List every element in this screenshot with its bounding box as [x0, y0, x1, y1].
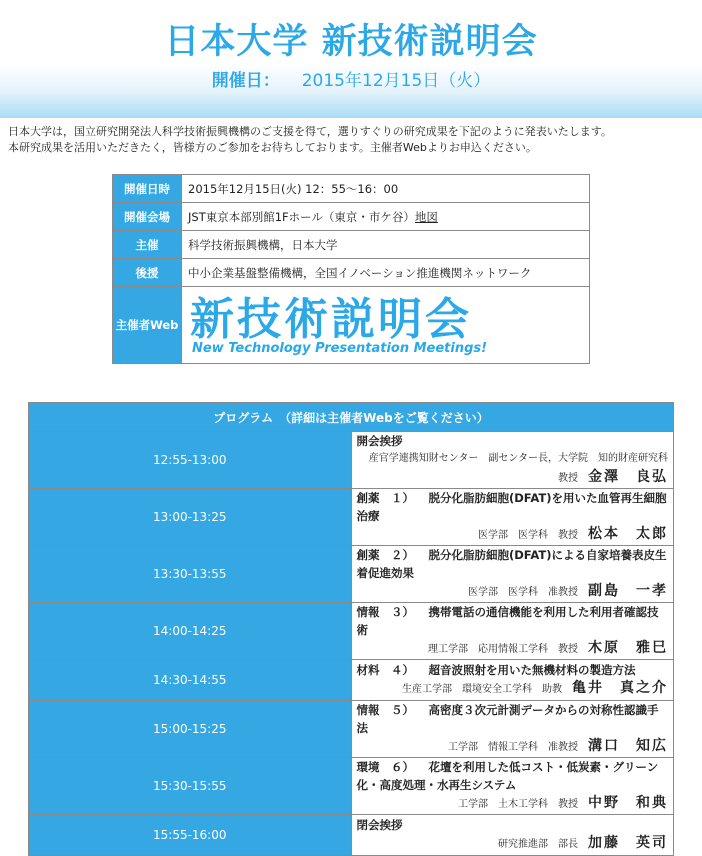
info-value: 中小企業基盤整備機構，全国イノベーション推進機関ネットワーク: [182, 259, 590, 287]
organizer-web-link[interactable]: [182, 287, 590, 364]
web-logo[interactable]: 新技術説明会: [190, 293, 472, 345]
speaker-line: [357, 450, 678, 488]
program-time: 12:55-13:00: [29, 432, 352, 489]
session-title-line: [357, 489, 669, 525]
program-row: [29, 603, 674, 660]
session-title-line: [357, 816, 669, 834]
session-title: 携帯電話の通信機能を利用した利用者確認技術: [356, 605, 659, 637]
info-value: 2015年12月15日(火) 12：55～16：00: [182, 175, 590, 203]
session-category: 材料 ４）: [356, 663, 414, 677]
speaker-line: [357, 639, 669, 659]
info-value: [182, 203, 590, 231]
program-time: 13:00-13:25: [29, 489, 352, 546]
program-content: [351, 603, 674, 660]
program-time: 15:55-16:00: [29, 815, 352, 856]
map-link[interactable]: 地図: [414, 209, 438, 224]
speaker-name: 亀井 真之介: [572, 680, 668, 696]
speaker-affiliation: 工学部 情報工学科 准教授: [448, 742, 578, 753]
program-content: [351, 758, 674, 815]
program-header: プログラム （詳細は主催者Webをご覧ください）: [29, 403, 674, 432]
session-title-line: [357, 701, 669, 737]
session-title: 脱分化脂肪細胞(DFAT)を用いた血管再生細胞治療: [356, 491, 667, 523]
speaker-line: [357, 834, 669, 854]
date-value: 2015年12月15日（火）: [301, 71, 491, 91]
info-key: 開催会場: [113, 203, 182, 231]
venue-text: JST東京本部別館1Fホール（東京・市ケ谷）: [188, 209, 415, 224]
page-title: 日本大学 新技術説明会: [164, 22, 538, 62]
speaker-name: 木原 雅巳: [588, 640, 668, 656]
program-row: [29, 660, 674, 701]
session-title: 超音波照射を用いた無機材料の製造方法: [428, 663, 636, 677]
speaker-affiliation: 理工学部 応用情報工学科 教授: [428, 644, 578, 655]
speaker-line: [357, 737, 669, 757]
speaker-name: 副島 一孝: [588, 583, 668, 599]
info-value: 科学技術振興機構，日本大学: [182, 231, 590, 259]
info-key: 開催日時: [113, 175, 182, 203]
session-category: 情報 ５）: [356, 703, 414, 717]
intro-line-2: 本研究成果を活用いただきたく，皆様方のご参加をお待ちしております。主催者Webよりお申込ください。: [8, 141, 537, 154]
program-content: [351, 546, 674, 603]
speaker-line: [357, 794, 669, 814]
speaker-name: 松本 太郎: [588, 526, 668, 542]
date-label: 開催日：: [211, 71, 280, 91]
info-row-support: [113, 259, 590, 287]
info-row-web: [113, 287, 590, 364]
program-content: [351, 660, 674, 701]
session-category: 創薬 ２）: [356, 548, 414, 562]
program-row: [29, 758, 674, 815]
session-title: 高密度３次元計測データからの対称性認識手法: [356, 703, 659, 735]
program-row: [29, 432, 674, 489]
session-category: 開会挨拶: [356, 434, 403, 448]
session-title-line: [357, 432, 669, 450]
session-category: 閉会挨拶: [356, 818, 403, 832]
intro-line-1: 日本大学は，国立研究開発法人科学技術振興機構のご支援を得て，選りすぐりの研究成果を下記のように発表いたします。: [8, 125, 612, 138]
header-banner: [0, 0, 702, 118]
program-time: 14:30-14:55: [29, 660, 352, 701]
speaker-line: [357, 525, 669, 545]
info-key: 主催: [113, 231, 182, 259]
web-logo-subtitle[interactable]: New Technology Presentation Meetings!: [192, 340, 488, 356]
session-title: 花壇を利用した低コスト・低炭素・グリーン化・高度処理・水再生システム: [356, 760, 659, 792]
session-title-line: [357, 546, 669, 582]
speaker-line: [357, 582, 669, 602]
program-time: 15:00-15:25: [29, 701, 352, 758]
info-key: 主催者Web: [113, 287, 182, 364]
program-content: [351, 815, 674, 856]
speaker-affiliation: 産官学連携知財センター 副センター長，大学院 知的財産研究科 教授: [368, 453, 678, 484]
program-content: [351, 701, 674, 758]
session-category: 情報 ３）: [356, 605, 414, 619]
speaker-name: 加藤 英司: [588, 835, 668, 851]
speaker-line: [357, 679, 669, 699]
speaker-affiliation: 医学部 医学科 教授: [478, 530, 578, 541]
session-category: 創薬 １）: [356, 491, 414, 505]
event-date: [0, 70, 702, 92]
session-title: 脱分化脂肪細胞(DFAT)による自家培養表皮生着促進効果: [356, 548, 667, 580]
program-row: [29, 815, 674, 856]
speaker-name: 金澤 良弘: [588, 469, 668, 485]
program-row: [29, 701, 674, 758]
session-title-line: [357, 603, 669, 639]
speaker-affiliation: 工学部 土木工学科 教授: [458, 799, 578, 810]
speaker-affiliation: 研究推進部 部長: [498, 839, 578, 850]
program-row: [29, 546, 674, 603]
program-time: 15:30-15:55: [29, 758, 352, 815]
program-row: [29, 489, 674, 546]
info-row-host: [113, 231, 590, 259]
intro-text: [8, 124, 698, 156]
speaker-affiliation: 医学部 医学科 准教授: [468, 587, 578, 598]
program-time: 14:00-14:25: [29, 603, 352, 660]
event-info-table: [112, 174, 590, 364]
session-title-line: [357, 661, 669, 679]
program-content: [351, 489, 674, 546]
info-row-datetime: [113, 175, 590, 203]
program-table: [28, 402, 678, 856]
info-key: 後援: [113, 259, 182, 287]
session-category: 環境 ６）: [356, 760, 414, 774]
speaker-affiliation: 生産工学部 環境安全工学科 助教: [402, 684, 562, 695]
speaker-name: 溝口 知広: [588, 738, 668, 754]
speaker-name: 中野 和典: [588, 795, 668, 811]
program-content: [351, 432, 678, 489]
info-row-venue: [113, 203, 590, 231]
program-time: 13:30-13:55: [29, 546, 352, 603]
program-body: [29, 432, 678, 856]
session-title-line: [357, 758, 669, 794]
